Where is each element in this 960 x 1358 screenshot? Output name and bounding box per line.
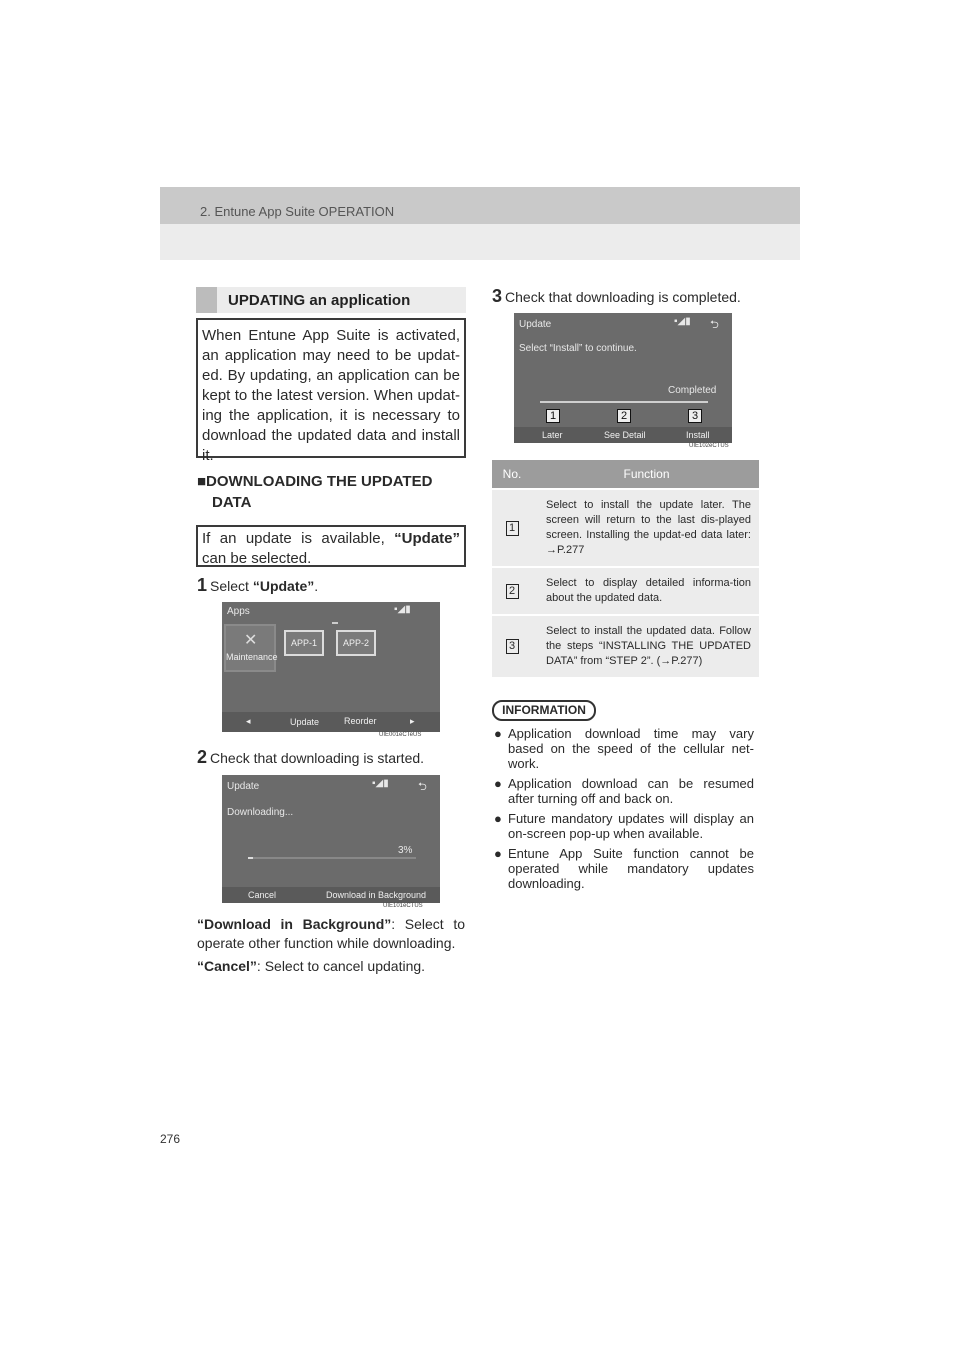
install-message: Select “Install” to continue. (519, 343, 637, 354)
step-3-number: 3 (492, 286, 503, 306)
information-label: INFORMATION (492, 700, 596, 721)
update-note-box (196, 525, 466, 567)
downloading-status: Downloading... (227, 807, 294, 818)
description-download-background (197, 915, 465, 953)
screenshot-apps (222, 602, 440, 732)
prev-page-button: ◂ (246, 716, 251, 726)
install-button: Install (686, 430, 710, 440)
maintenance-label: Maintenance (226, 652, 278, 662)
bullet-icon: ● (494, 846, 502, 861)
page-header (160, 187, 800, 260)
step-2 (197, 748, 424, 767)
intro-box (196, 318, 466, 464)
list-item (494, 776, 754, 806)
table-row (492, 616, 759, 677)
step-3-text: Check that downloading is completed. (505, 289, 741, 305)
callout-1: 1 (546, 409, 560, 423)
section-heading (196, 287, 466, 313)
apps-screen-title: Apps (227, 606, 250, 617)
callout-3: 3 (688, 409, 702, 423)
update-note-bold: “Update” (394, 530, 460, 547)
subsection-heading-line1: ■DOWNLOADING THE UPDATED (197, 473, 433, 490)
status-icons: ▪◢▮ (674, 316, 691, 327)
back-icon: ⮌ (710, 319, 719, 331)
section-heading-label: UPDATING an application (228, 292, 411, 309)
step-1-number: 1 (197, 575, 208, 595)
info-item-2: Application download can be resumed after turning off and back on. (508, 776, 754, 806)
download-button-bar (222, 887, 440, 903)
install-button-bar (514, 427, 732, 443)
screenshot-completed (514, 313, 732, 443)
screenshot-downloading (222, 775, 440, 903)
download-background-button: Download in Background (326, 890, 427, 900)
bullet-icon: ● (494, 726, 502, 741)
subsection-heading (197, 471, 467, 513)
step-1 (197, 576, 318, 595)
page-number: 276 (160, 1132, 181, 1146)
bullet-icon: ● (494, 811, 502, 826)
function-table (492, 460, 759, 677)
image-code-1: UIE001eCTeUS (379, 732, 422, 738)
reorder-button: Reorder (344, 716, 377, 726)
step-1-bold: “Update” (252, 578, 315, 594)
list-item (494, 726, 754, 771)
table-row (492, 490, 759, 566)
list-item (494, 811, 754, 841)
completed-status: Completed (668, 385, 717, 396)
row-function-1: Select to install the update later. The screen will return to the last dis-played screen. Installing the updat-ed data later: →P.277 (546, 499, 751, 556)
downloading-screen-title: Update (227, 781, 260, 792)
section-heading-tab (196, 287, 217, 313)
image-code-3: UIE102eCTUS (689, 443, 729, 449)
next-page-button: ▸ (410, 716, 415, 726)
row-function-3: Select to install the updated data. Follow the steps “INSTALLING THE UPDATED DATA” from “STEP 2”. (→P.277) (546, 625, 751, 667)
image-code-2: UIE101eCTUS (383, 903, 423, 909)
app-1-label: APP-1 (290, 638, 317, 648)
description-download-background-bold: “Download in Background” (197, 916, 392, 932)
bullet-icon: ● (494, 776, 502, 791)
step-1-text: Select (210, 578, 253, 594)
step-2-number: 2 (197, 747, 208, 767)
scroll-indicator (332, 622, 338, 624)
app-1-tile (284, 630, 324, 656)
update-note-prefix: If an update is available, (202, 530, 395, 547)
list-item (494, 846, 754, 891)
tools-icon: ✕ (244, 632, 258, 649)
description-cancel-text: : Select to cancel updating. (256, 958, 426, 974)
table-row (492, 568, 759, 614)
header-function: Function (623, 467, 670, 481)
information-list (494, 726, 754, 896)
app-2-label: APP-2 (342, 638, 369, 648)
header-no: No. (502, 467, 522, 481)
row-number-2: 2 (506, 584, 519, 599)
download-percent: 3% (398, 845, 413, 856)
status-icons: ▪◢▮ (372, 778, 389, 789)
row-number-1: 1 (506, 521, 519, 536)
update-note-suffix: can be selected. (202, 550, 312, 567)
download-progress-track (248, 857, 416, 859)
callout-2: 2 (617, 409, 631, 423)
description-download-background-text: : Select to operate other function while downloading. (197, 916, 465, 951)
header-title: 2. Entune App Suite OPERATION (200, 204, 395, 219)
update-button: Update (290, 717, 320, 727)
back-icon: ⮌ (418, 781, 427, 793)
signal-icon: ▪◢▮ (394, 604, 411, 615)
intro-text: When Entune App Suite is activated, an application may need to be updat-ed. By updating, an application can be kept to the latest version. When updat-ing the application, it is necessary to download the updated data and install it. (202, 327, 460, 464)
download-progress-fill (248, 857, 253, 859)
subsection-heading-line2: DATA (212, 494, 252, 511)
description-cancel (197, 957, 465, 976)
function-table-header (492, 460, 759, 488)
row-number-3: 3 (506, 639, 519, 654)
later-button: Later (542, 430, 563, 440)
see-detail-button: See Detail (604, 430, 646, 440)
row-function-2: Select to display detailed informa-tion about the updated data. (546, 577, 751, 604)
description-cancel-bold: “Cancel” (197, 958, 257, 974)
cancel-button: Cancel (248, 890, 277, 900)
info-item-3: Future mandatory updates will display an on-screen pop-up when available. (508, 811, 754, 841)
completed-progress-bar (540, 401, 708, 403)
apps-button-bar (222, 712, 440, 732)
info-item-4: Entune App Suite function cannot be operated while mandatory updates downloading. (508, 846, 754, 891)
step-3 (492, 287, 741, 306)
step-1-suffix: . (314, 578, 319, 594)
completed-screen-title: Update (519, 319, 552, 330)
step-2-text: Check that downloading is started. (210, 750, 425, 766)
app-2-tile (336, 630, 376, 656)
maintenance-tile (224, 624, 276, 672)
info-item-1: Application download time may vary based on the speed of the cellular net-work. (508, 726, 754, 771)
